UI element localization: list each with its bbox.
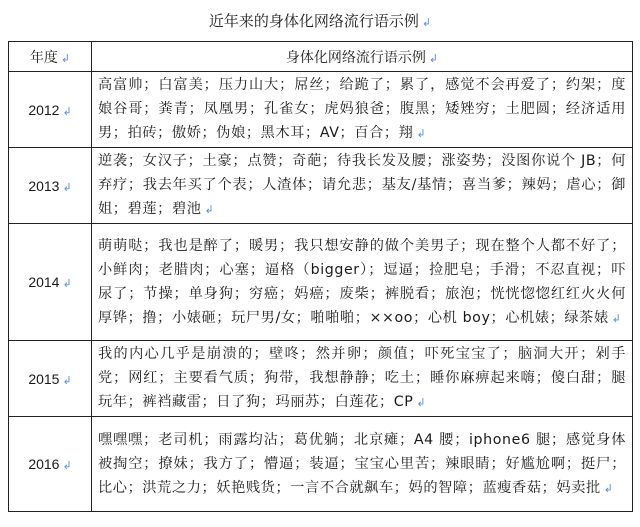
year-cell [9,224,92,341]
header-examples-text: 身体化网络流行语示例 [285,49,426,66]
table-row [9,72,633,148]
table-row [9,224,633,341]
paragraph-mark-icon: ↲ [60,51,71,65]
paragraph-mark-icon: ↲ [62,278,72,290]
header-year-text: 年度 [29,49,58,66]
examples-text: 嘿嘿嘿；老司机；雨露均沾；葛优躺；北京瘫；A4 腰；iphone6 腿；感觉身体被掏空；撩妹；我方了；懵逼；装逼；宝宝心里苦；辣眼睛；好尴尬啊；挺尸；比心；洪荒之力；妖艳贱货；一言不合就飙车；妈的智障；蓝瘦香菇；妈卖批 [98,431,626,496]
paragraph-mark-icon: ↲ [416,127,427,140]
examples-text: 萌萌哒；我也是醉了；暖男；我只想安静的做个美男子；现在整个人都不好了；小鲜肉；老腊肉；心塞；逼格（bigger）；逗逼；捡肥皂；手滑；不忍直视；吓尿了；节操；单身狗；穷癌；妈癌；废柴；裤脱看；旅泡；恍恍惚惚红红火火何厚铧；撸；小婊砸；玩尸男/女；啪啪啪；××oo；心机 boy；心机婊；绿茶婊 [98,237,626,326]
table-header-row [9,42,633,72]
table-row [9,417,633,512]
paragraph-mark-icon: ↲ [62,105,72,118]
year-cell [9,417,92,512]
paragraph-mark-icon: ↲ [62,460,72,472]
year-text: 2012 [28,101,60,118]
paragraph-mark-icon: ↲ [428,51,439,65]
table-row [9,341,633,417]
slang-table [8,41,633,512]
paragraph-mark-icon: ↲ [421,16,432,29]
table-row [9,148,633,224]
examples-cell [92,224,633,341]
year-cell [9,72,92,148]
year-cell [9,148,92,224]
year-text: 2013 [28,177,60,194]
header-year [9,42,92,72]
year-text: 2016 [28,456,60,472]
paragraph-mark-icon: ↲ [416,396,427,409]
examples-cell [92,417,633,512]
year-cell [9,341,92,417]
examples-text: 逆袭；女汉子；土豪；点赞；奇葩；待我长发及腰；涨姿势；没图你说个 JB；何弃疗；我去年买了个表；人渣体；请允悲；基友/基情；喜当爹；辣妈；虐心；御姐；碧莲；碧池 [98,153,626,217]
paragraph-mark-icon: ↲ [611,311,622,325]
examples-text: 高富帅；白富美；压力山大；屌丝；给跪了；累了，感觉不会再爱了；约架；度娘谷哥；粪青；凤凰男；孔雀女；虎妈狼爸；腹黑；矮矬穷；土肥圆；经济适用男；拍砖；傲娇；伪娘；黑木耳；AV；百合；翔 [98,77,626,141]
paragraph-mark-icon: ↲ [62,181,72,194]
title-text: 近年来的身体化网络流行语示例 [208,12,419,30]
header-examples [92,42,633,72]
paragraph-mark-icon: ↲ [204,203,215,216]
paragraph-mark-icon: ↲ [62,374,72,387]
paragraph-mark-icon: ↲ [603,481,614,495]
year-text: 2015 [28,370,60,387]
year-text: 2014 [28,274,60,290]
document-title [0,10,640,34]
examples-cell [92,148,633,224]
examples-cell [92,72,633,148]
examples-text: 我的内心几乎是崩溃的；壁咚；然并卵；颜值；吓死宝宝了；脑洞大开；剁手党；网红；主要看气质；狗带，我想静静；吃土；睡你麻痹起来嗨；傻白甜；腿玩年；裤裆藏雷；日了狗；玛丽苏；白莲花；CP [98,346,626,410]
examples-cell [92,341,633,417]
